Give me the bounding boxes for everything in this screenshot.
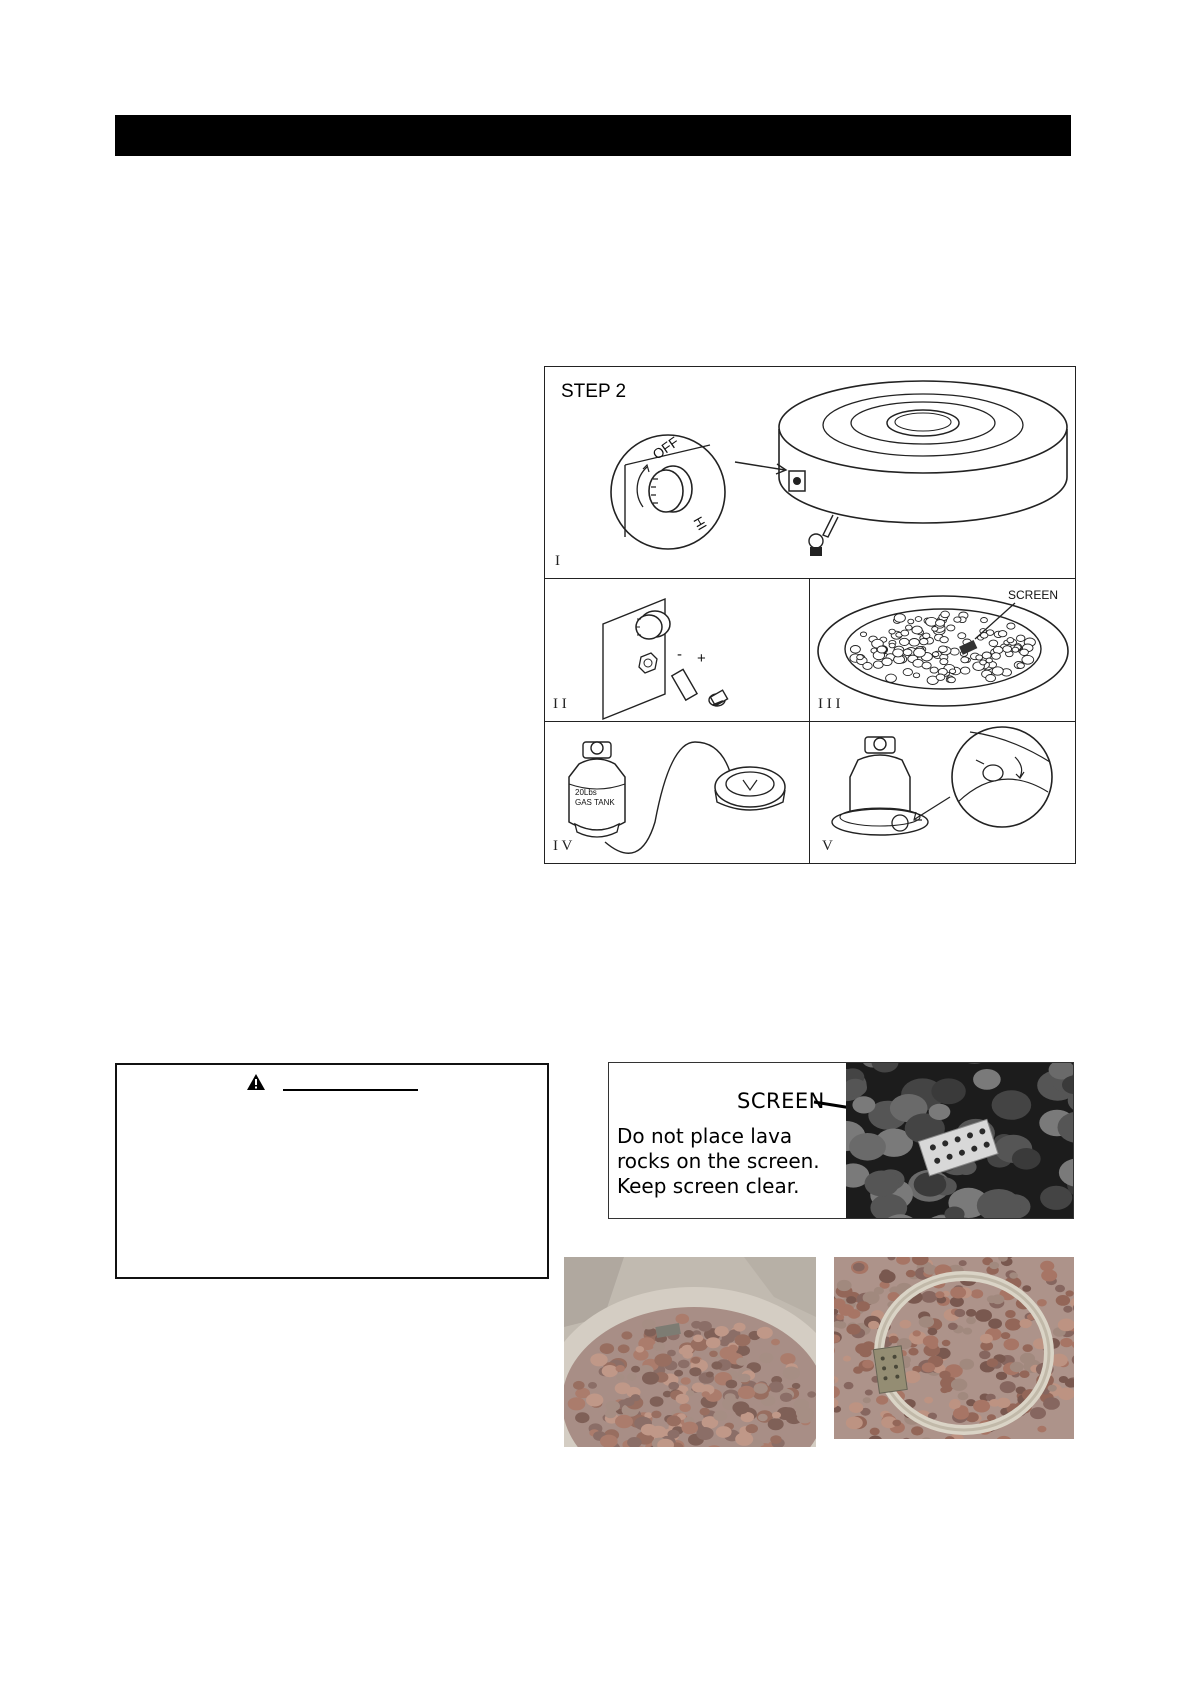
screen-label: SCREEN <box>737 1089 825 1113</box>
panel-4 <box>545 722 810 864</box>
leak-check-illustration <box>810 722 1075 864</box>
step-2-figure <box>544 366 1076 864</box>
panel-numeral: I <box>555 553 560 569</box>
panel-numeral: V <box>822 838 833 854</box>
warning-title-underline <box>283 1077 418 1091</box>
panel-numeral: I I <box>553 696 567 712</box>
warning-heading <box>117 1073 547 1091</box>
panel-1 <box>545 367 1075 579</box>
battery-install-illustration <box>545 579 810 722</box>
lava-rock-bowl-illustration <box>810 579 1075 722</box>
svg-text:20Lbs: 20Lbs <box>575 788 597 797</box>
fire-pit-photo-1 <box>564 1257 816 1447</box>
panel-2 <box>545 579 810 722</box>
svg-text:-: - <box>677 646 682 663</box>
section-header-bar <box>115 115 1071 156</box>
screen-instruction-text: Do not place lava rocks on the screen. Keep screen clear. <box>617 1124 820 1198</box>
svg-text:OFF: OFF <box>649 433 682 463</box>
warning-triangle-icon <box>246 1073 266 1091</box>
warning-box <box>115 1063 549 1279</box>
screen-callout <box>608 1062 1074 1219</box>
svg-text:+: + <box>697 650 706 667</box>
gas-tank-connection-illustration <box>545 722 810 864</box>
fire-pit-knob-illustration <box>545 367 1075 579</box>
svg-text:SCREEN: SCREEN <box>1008 588 1059 602</box>
panel-3 <box>810 579 1075 722</box>
step-title: STEP 2 <box>561 381 627 402</box>
lava-rocks-screen-photo <box>846 1063 1074 1219</box>
fire-pit-photo-2 <box>834 1257 1074 1439</box>
svg-text:HI: HI <box>690 514 710 533</box>
panel-numeral: I V <box>553 838 573 854</box>
panel-numeral: I I I <box>818 696 841 712</box>
svg-text:GAS TANK: GAS TANK <box>575 798 615 807</box>
panel-5 <box>810 722 1075 864</box>
